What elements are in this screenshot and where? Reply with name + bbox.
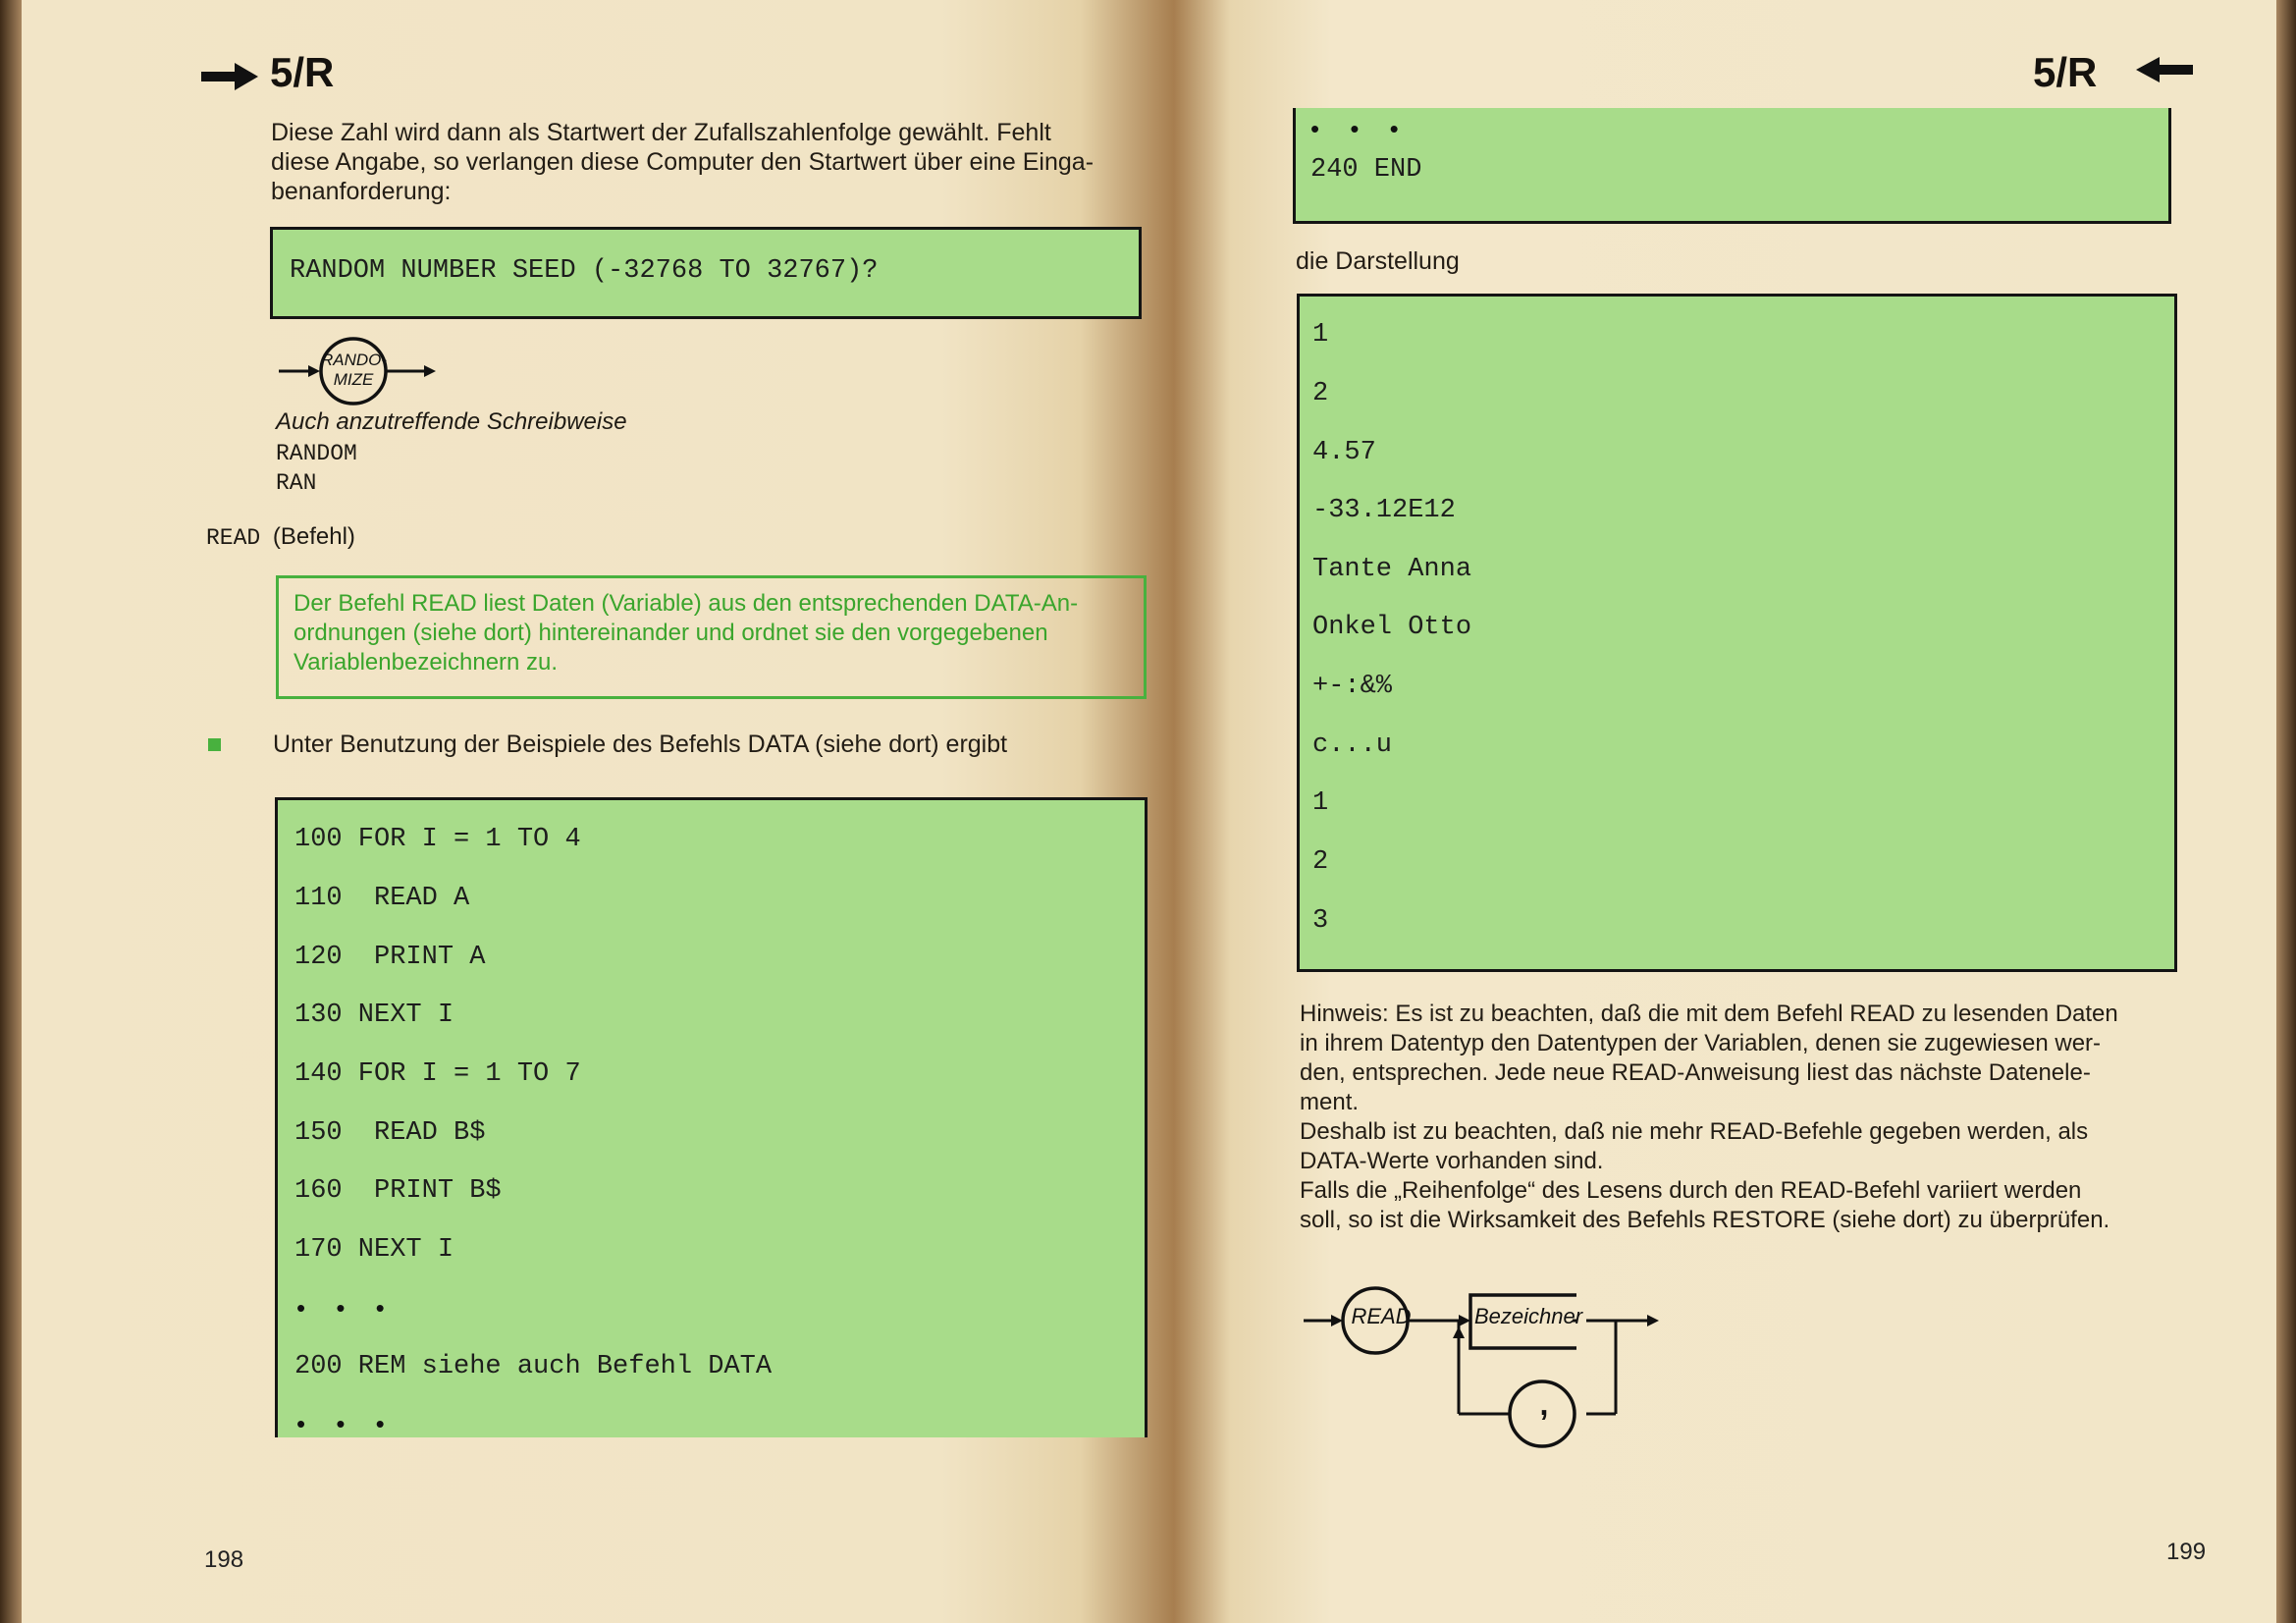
bullet-icon xyxy=(208,738,221,751)
code-line: 150 READ B$ xyxy=(294,1118,486,1148)
definition-line: Der Befehl READ liest Daten (Variable) aus den entsprechenden DATA-An- xyxy=(294,590,1079,617)
output-line: Tante Anna xyxy=(1312,555,1472,584)
book-edge xyxy=(0,0,22,1623)
book-edge xyxy=(2276,0,2296,1623)
output-line: 2 xyxy=(1312,379,1329,408)
page-number: 198 xyxy=(204,1546,244,1573)
code-line: 120 PRINT A xyxy=(294,943,486,972)
definition-line: Variablenbezeichnern zu. xyxy=(294,649,559,676)
output-caption: die Darstellung xyxy=(1296,247,1460,275)
code-line: 170 NEXT I xyxy=(294,1235,454,1265)
code-line: 160 PRINT B$ xyxy=(294,1176,502,1206)
ellipsis-dots: • • • xyxy=(1310,114,1411,143)
page-number: 199 xyxy=(2166,1539,2207,1565)
section-header: 5/R xyxy=(270,49,335,95)
output-line: 1 xyxy=(1312,320,1329,350)
output-line: 1 xyxy=(1312,788,1329,818)
arrow-left-icon xyxy=(2136,55,2193,84)
hint-line: ment. xyxy=(1300,1089,1360,1115)
output-line: Onkel Otto xyxy=(1312,613,1472,642)
syntax-identifier-label: Bezeichner xyxy=(1473,1304,1583,1328)
section-header: 5/R xyxy=(2033,49,2098,95)
output-line: -33.12E12 xyxy=(1312,496,1456,525)
hint-line: DATA-Werte vorhanden sind. xyxy=(1300,1148,1604,1174)
read-syntax-diagram xyxy=(1302,1271,1576,1458)
output-box xyxy=(1297,294,2177,972)
code-listing-box xyxy=(275,797,1148,1437)
example-intro: Unter Benutzung der Beispiele des Befehls DATA (siehe dort) ergibt xyxy=(273,730,1008,758)
code-line: 110 READ A xyxy=(294,884,470,913)
ellipsis-dots: • • • xyxy=(296,1409,397,1438)
code-line: 140 FOR I = 1 TO 7 xyxy=(294,1059,581,1089)
output-line: +-:&% xyxy=(1312,672,1393,701)
intro-line: benanforderung: xyxy=(271,178,452,205)
hint-line: soll, so ist die Wirksamkeit des Befehls RESTORE (siehe dort) zu überprüfen. xyxy=(1300,1207,2110,1233)
definition-box xyxy=(276,575,1147,699)
output-line: 3 xyxy=(1312,906,1329,936)
alt-caption: Auch anzutreffende Schreibweise xyxy=(276,408,627,435)
randomize-label-line: RANDO- xyxy=(321,351,388,369)
hint-line: Deshalb ist zu beachten, daß nie mehr READ-Befehle gegeben werden, als xyxy=(1300,1118,2089,1145)
hint-line: Falls die „Reihenfolge“ des Lesens durch den READ-Befehl variiert werden xyxy=(1300,1177,2082,1204)
code-line: 100 FOR I = 1 TO 4 xyxy=(294,825,581,854)
alt-random: RANDOM xyxy=(276,441,357,466)
read-keyword: READ xyxy=(206,525,261,551)
seed-prompt-text: RANDOM NUMBER SEED (-32768 TO 32767)? xyxy=(290,256,879,286)
read-type: (Befehl) xyxy=(272,523,355,550)
definition-text xyxy=(294,589,1133,677)
intro-line: Diese Zahl wird dann als Startwert der Zufallszahlenfolge gewählt. Fehlt xyxy=(271,119,1051,146)
read-heading xyxy=(206,523,355,551)
seed-prompt-box xyxy=(270,227,1142,319)
code-line: 200 REM siehe auch Befehl DATA xyxy=(294,1352,773,1381)
arrow-right-icon xyxy=(201,61,260,92)
code-line: 130 NEXT I xyxy=(294,1001,454,1030)
hint-line: in ihrem Datentyp den Datentypen der Variablen, denen sie zugewiesen wer- xyxy=(1300,1030,2102,1056)
output-line: 2 xyxy=(1312,847,1329,877)
read-syntax-diagram-right xyxy=(1586,1271,1861,1458)
intro-line: diese Angabe, so verlangen diese Computer den Startwert über eine Einga- xyxy=(271,148,1095,176)
syntax-read-label: READ xyxy=(1351,1304,1412,1328)
randomize-label-line: MIZE xyxy=(333,370,374,389)
randomize-node-label xyxy=(321,351,386,390)
ellipsis-dots: • • • xyxy=(296,1293,397,1323)
code-continuation-box xyxy=(1293,108,2171,224)
syntax-comma-label: , xyxy=(1539,1386,1549,1422)
output-line: 4.57 xyxy=(1312,438,1376,467)
hint-paragraph xyxy=(1300,1000,2176,1235)
definition-line: ordnungen (siehe dort) hintereinander und ordnet sie den vorgegebenen xyxy=(294,620,1048,646)
code-line: 240 END xyxy=(1310,155,1422,185)
output-line: c...u xyxy=(1312,730,1393,760)
right-page xyxy=(1174,0,2296,1623)
hint-line: Hinweis: Es ist zu beachten, daß die mit dem Befehl READ zu lesenden Daten xyxy=(1300,1001,2118,1027)
alt-ran: RAN xyxy=(276,470,317,496)
hint-line: den, entsprechen. Jede neue READ-Anweisung liest das nächste Datenele- xyxy=(1300,1059,2091,1086)
intro-paragraph xyxy=(271,118,1145,206)
